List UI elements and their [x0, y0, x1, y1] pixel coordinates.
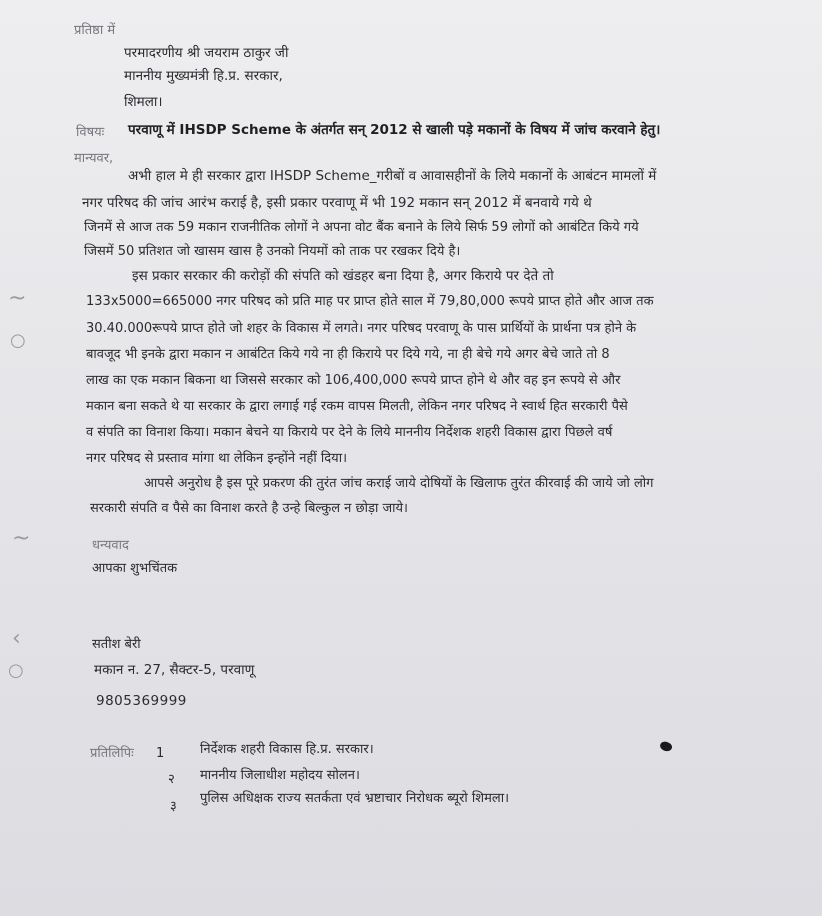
recipient-line-1: परमादरणीय श्री जयराम ठाकुर जी [124, 45, 289, 61]
body-line-3: जिनमें से आज तक 59 मकान राजनीतिक लोगों ने अपना वोट बैंक बनाने के लिये सिर्फ 59 लोगों को आबंटित किये गये [84, 220, 639, 235]
ink-blot [659, 740, 674, 753]
subject-label: विषयः [76, 125, 105, 140]
sender-name: सतीश बेरी [92, 637, 141, 652]
margin-hole-mark: ○ [8, 660, 24, 681]
recipient-line-2: माननीय मुख्यमंत्री हि.प्र. सरकार, [124, 68, 283, 84]
body-line-14: सरकारी संपति व पैसे का विनाश करते है उन्हे बिल्कुल न छोड़ा जाये। [90, 501, 408, 516]
body-line-9: लाख का एक मकान बिकना था जिससे सरकार को 106,400,000 रूपये प्राप्त होने थे और वह इन रूपये से और [86, 373, 621, 388]
salutation: मान्यवर, [74, 151, 114, 166]
copy-number-1: 1 [156, 746, 165, 761]
sender-address: मकान न. 27, सैक्टर-5, परवाणू [94, 662, 255, 678]
closing: आपका शुभचिंतक [92, 561, 178, 576]
closing-thanks: धन्यवाद [92, 538, 129, 553]
body-line-11: व संपति का विनाश किया। मकान बेचने या किराये पर देने के लिये माननीय निर्देशक शहरी विकास द्वारा पिछले वर्ष [86, 425, 613, 440]
copy-text-1: निर्देशक शहरी विकास हि.प्र. सरकार। [200, 742, 374, 757]
body-line-10: मकान बना सकते थे या सरकार के द्वारा लगाई गई रकम वापस मिलती, लेकिन नगर परिषद ने स्वार्थ हित सरकारी पैसे [86, 399, 628, 414]
body-line-4: जिसमें 50 प्रतिशत जो खासम खास है उनको नियमों को ताक पर रखकर दिये है। [84, 244, 461, 259]
body-line-2: नगर परिषद की जांच आरंभ कराई है, इसी प्रकार परवाणू में भी 192 मकान सन् 2012 में बनवाये गये थे [82, 195, 592, 211]
margin-punch-mark: ~ [8, 286, 27, 311]
body-line-8: बावजूद भी इनके द्वारा मकान न आबंटित किये गये ना ही किराये पर दिये गये, ना ही बेचे गये अगर बेचे जाते तो 8 [86, 347, 610, 362]
body-line-12: नगर परिषद से प्रस्ताव मांगा था लेकिन इन्होंने नहीं दिया। [86, 451, 347, 466]
margin-punch-mark: ‹ [12, 626, 21, 651]
to-label: प्रतिष्ठा में [74, 23, 116, 38]
copy-number-3: ३ [170, 799, 177, 814]
body-line-1: अभी हाल मे ही सरकार द्वारा IHSDP Scheme_गरीबों व आवासहीनों के लिये मकानों के आबंटन मामलों में [128, 168, 657, 184]
copy-text-3: पुलिस अधिक्षक राज्य सतर्कता एवं भ्रष्टाचार निरोधक ब्यूरो शिमला। [200, 791, 509, 806]
copy-label: प्रतिलिपिः [90, 746, 134, 761]
margin-punch-mark: ~ [12, 526, 31, 551]
subject-text: परवाणू में IHSDP Scheme के अंतर्गत सन् 2012 से खाली पड़े मकानों के विषय में जांच करवाने हेतु। [128, 122, 661, 138]
body-line-13: आपसे अनुरोध है इस पूरे प्रकरण की तुरंत जांच कराई जाये दोषियों के खिलाफ तुरंत कीरवाई की जाये जो लोग [144, 476, 654, 491]
recipient-line-3: शिमला। [124, 94, 163, 110]
copy-text-2: माननीय जिलाधीश महोदय सोलन। [200, 768, 360, 783]
sender-phone: 9805369999 [96, 693, 187, 709]
body-line-7: 30.40.000रूपये प्राप्त होते जो शहर के विकास में लगते। नगर परिषद परवाणू के पास प्रार्थियों के प्रार्थना पत्र होने के [86, 321, 637, 336]
margin-hole-mark: ○ [10, 330, 26, 351]
body-line-5: इस प्रकार सरकार की करोड़ों की संपति को खंडहर बना दिया है, अगर किराये पर देते तो [132, 268, 554, 284]
body-line-6: 133x5000=665000 नगर परिषद को प्रति माह पर प्राप्त होते साल में 79,80,000 रूपये प्राप्त होते और आज तक [86, 294, 654, 309]
copy-number-2: २ [168, 772, 175, 787]
